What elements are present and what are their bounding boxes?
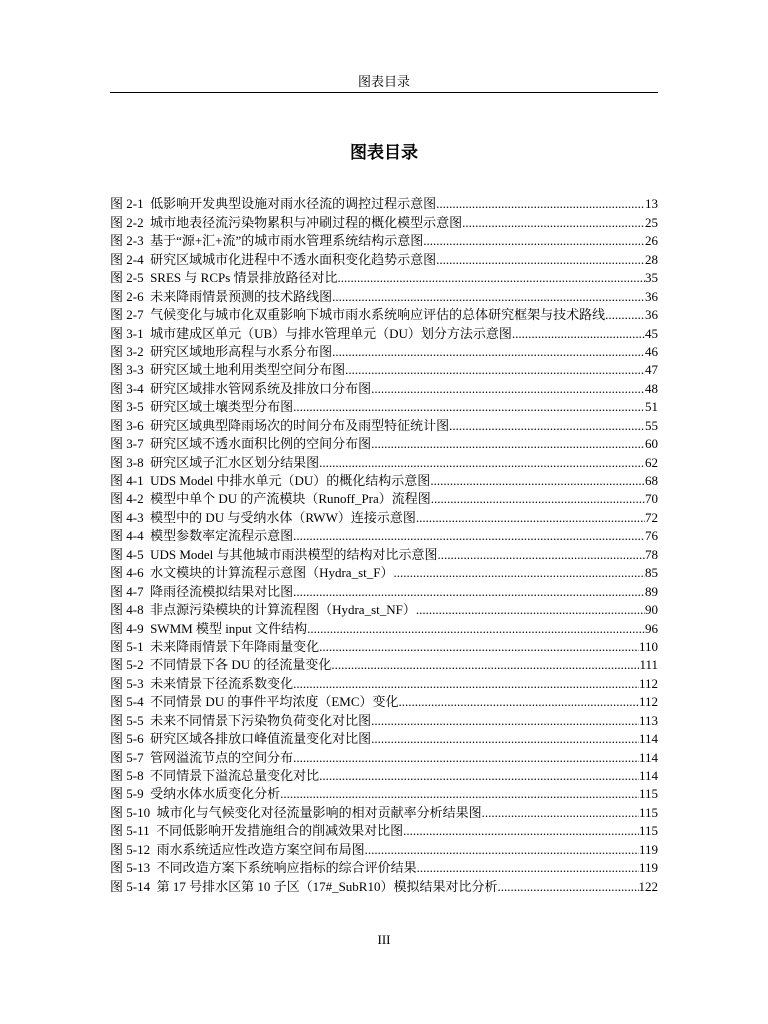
- toc-entry-label: 图 3-3 研究区域土地利用类型空间分布图: [110, 362, 346, 378]
- toc-entry[interactable]: [110, 212, 658, 230]
- toc-entry[interactable]: [110, 231, 658, 249]
- toc-entry[interactable]: [110, 563, 658, 581]
- toc-entry-page: 45: [645, 325, 658, 341]
- toc-dot-leader: [438, 547, 645, 563]
- toc-entry-label: 图 2-7 气候变化与城市化双重影响下城市雨水系统响应评估的总体研究框架与技术路线: [110, 307, 606, 323]
- toc-entry-page: 76: [645, 528, 658, 544]
- toc-entry-label: 图 5-2 不同情景下各 DU 的径流量变化: [110, 657, 332, 673]
- toc-entry-label: 图 4-8 非点源污染模块的计算流程图（Hydra_st_NF）: [110, 602, 416, 618]
- toc-entry[interactable]: [110, 710, 658, 728]
- toc-entry[interactable]: [110, 378, 658, 396]
- toc-entry-page: 46: [645, 343, 658, 359]
- toc-entry-page: 60: [645, 436, 658, 452]
- toc-entry[interactable]: [110, 305, 658, 323]
- toc-entry[interactable]: [110, 876, 658, 894]
- toc-entry[interactable]: [110, 747, 658, 765]
- toc-entry-label: 图 5-14 第 17 号排水区第 10 子区（17#_SubR10）模拟结果对比分析: [110, 878, 498, 894]
- toc-entry-label: 图 3-1 城市建成区单元（UB）与排水管理单元（DU）划分方法示意图: [110, 325, 512, 341]
- toc-dot-leader: [319, 639, 639, 655]
- toc-entry-page: 119: [638, 841, 658, 857]
- toc-entry-page: 114: [638, 768, 658, 783]
- toc-dot-leader: [431, 491, 645, 507]
- toc-dot-leader: [332, 289, 645, 305]
- toc-entry-label: 图 5-4 不同情景 DU 的事件平均浓度（EMC）变化: [110, 694, 399, 710]
- toc-entry[interactable]: [110, 858, 658, 876]
- toc-entry-label: 图 2-6 未来降雨情景预测的技术路线图: [110, 288, 333, 304]
- toc-entry[interactable]: [110, 839, 658, 857]
- toc-dot-leader: [482, 805, 639, 821]
- toc-dot-leader: [371, 381, 645, 397]
- toc-entry-page: 68: [645, 473, 658, 488]
- toc-entry[interactable]: [110, 397, 658, 415]
- toc-dot-leader: [417, 860, 639, 876]
- toc-entry[interactable]: [110, 600, 658, 618]
- toc-entry-label: 图 3-5 研究区域土壤类型分布图: [110, 399, 294, 415]
- toc-dot-leader: [605, 307, 645, 323]
- toc-entry[interactable]: [110, 194, 658, 212]
- toc-entry[interactable]: [110, 673, 658, 691]
- toc-entry[interactable]: [110, 415, 658, 433]
- toc-entry-label: 图 3-7 研究区域不透水面积比例的空间分布图: [110, 436, 372, 452]
- toc-dot-leader: [436, 196, 645, 212]
- toc-entry[interactable]: [110, 655, 658, 673]
- toc-entry-label: 图 2-3 基于“源+汇+流”的城市雨水管理系统结构示意图: [110, 233, 424, 249]
- toc-entry-page: 115: [638, 786, 658, 802]
- toc-entry[interactable]: [110, 249, 658, 267]
- toc-entry[interactable]: [110, 618, 658, 636]
- toc-entry[interactable]: [110, 766, 658, 784]
- toc-dot-leader: [371, 731, 639, 747]
- toc-dot-leader: [371, 436, 645, 452]
- toc-entry-page: 113: [638, 712, 658, 728]
- toc-entry-page: 36: [645, 288, 658, 304]
- toc-entry-page: 55: [645, 417, 658, 433]
- toc-entry[interactable]: [110, 581, 658, 599]
- toc-entry-page: 72: [645, 509, 658, 525]
- toc-entry-label: 图 5-11 不同低影响开发措施组合的削减效果对比图: [110, 823, 404, 839]
- toc-entry-label: 图 4-5 UDS Model 与其他城市雨洪模型的结构对比示意图: [110, 546, 438, 562]
- toc-entry[interactable]: [110, 360, 658, 378]
- toc-entry-page: 26: [645, 233, 658, 249]
- running-header: 图表目录: [357, 74, 410, 89]
- toc-dot-leader: [293, 584, 645, 600]
- toc-entry-label: 图 5-5 未来不同情景下污染物负荷变化对比图: [110, 712, 372, 728]
- toc-dot-leader: [280, 786, 639, 802]
- toc-entry-page: 62: [645, 454, 658, 470]
- toc-entry-label: 图 4-3 模型中的 DU 与受纳水体（RWW）连接示意图: [110, 509, 416, 525]
- toc-entry-page: 110: [638, 638, 658, 654]
- toc-entry-label: 图 5-1 未来降雨情景下年降雨量变化: [110, 638, 320, 654]
- toc-entry-page: 114: [638, 749, 658, 765]
- toc-dot-leader: [416, 510, 645, 526]
- toc-dot-leader: [345, 362, 645, 378]
- header-rule: [110, 92, 658, 93]
- toc-dot-leader: [497, 879, 638, 895]
- toc-entry-page: 115: [638, 804, 658, 820]
- toc-dot-leader: [416, 602, 645, 618]
- toc-dot-leader: [423, 233, 645, 249]
- toc-dot-leader: [293, 399, 645, 415]
- toc-dot-leader: [293, 528, 645, 544]
- toc-entry[interactable]: [110, 323, 658, 341]
- toc-entry-page: 35: [645, 270, 658, 286]
- toc-entry-page: 111: [639, 657, 658, 673]
- toc-dot-leader: [319, 455, 645, 471]
- toc-entry-label: 图 4-1 UDS Model 中排水单元（DU）的概化结构示意图: [110, 473, 431, 488]
- toc-entry[interactable]: [110, 489, 658, 507]
- toc-dot-leader: [449, 418, 645, 434]
- toc-entry-label: 图 3-6 研究区域典型降雨场次的时间分布及雨型特征统计图: [110, 417, 450, 433]
- toc-entry-label: 图 4-6 水文模块的计算流程示意图（Hydra_st_F）: [110, 565, 394, 581]
- toc-entry-page: 25: [645, 214, 658, 230]
- toc-entry[interactable]: [110, 471, 658, 489]
- toc-entry-label: 图 5-12 雨水系统适应性改造方案空间布局图: [110, 841, 365, 857]
- toc-entry-page: 78: [645, 546, 658, 562]
- toc-entry-page: 70: [645, 491, 658, 507]
- toc-dot-leader: [331, 657, 639, 673]
- toc-dot-leader: [512, 326, 645, 342]
- toc-entry-label: 图 5-7 管网溢流节点的空间分布: [110, 749, 294, 765]
- toc-entry-label: 图 4-7 降雨径流模拟结果对比图: [110, 583, 294, 599]
- toc-entry-label: 图 2-1 低影响开发典型设施对雨水径流的调控过程示意图: [110, 196, 437, 212]
- toc-entry-label: 图 3-4 研究区域排水管网系统及排放口分布图: [110, 380, 372, 396]
- toc-entry-page: 112: [638, 675, 658, 691]
- toc-entry-label: 图 5-3 未来情景下径流系数变化: [110, 675, 294, 691]
- toc-entry[interactable]: [110, 507, 658, 525]
- toc-entry-label: 图 4-4 模型参数率定流程示意图: [110, 528, 294, 544]
- toc-entry-label: 图 3-8 研究区域子汇水区划分结果图: [110, 454, 320, 470]
- toc-entry-label: 图 5-13 不同改造方案下系统响应指标的综合评价结果: [110, 860, 417, 876]
- toc-dot-leader: [462, 215, 645, 231]
- toc-entry[interactable]: [110, 342, 658, 360]
- toc-entry[interactable]: [110, 268, 658, 286]
- toc-entry[interactable]: [110, 821, 658, 839]
- toc-entry-page: 51: [645, 399, 658, 415]
- toc-entry-page: 48: [645, 380, 658, 396]
- toc-entry[interactable]: [110, 784, 658, 802]
- toc-entry-page: 115: [638, 823, 658, 839]
- toc-dot-leader: [293, 750, 639, 766]
- toc-dot-leader: [332, 344, 645, 360]
- toc-entry[interactable]: [110, 434, 658, 452]
- toc-entry[interactable]: [110, 692, 658, 710]
- toc-entry-page: 122: [638, 878, 658, 894]
- toc-entry-label: 图 2-2 城市地表径流污染物累积与冲刷过程的概化模型示意图: [110, 214, 463, 230]
- toc-entry-label: 图 4-9 SWMM 模型 input 文件结构: [110, 620, 308, 636]
- toc-entry-page: 96: [645, 620, 658, 636]
- toc-dot-leader: [319, 768, 639, 784]
- toc-dot-leader: [399, 694, 639, 710]
- toc-entry[interactable]: [110, 544, 658, 562]
- toc-entry[interactable]: [110, 526, 658, 544]
- toc-entry-label: 图 5-9 受纳水体水质变化分析: [110, 786, 281, 802]
- toc-entry-label: 图 3-2 研究区域地形高程与水系分布图: [110, 343, 333, 359]
- toc-entry-page: 28: [645, 251, 658, 267]
- toc-dot-leader: [338, 270, 645, 286]
- toc-dot-leader: [307, 621, 645, 637]
- toc-entry-page: 89: [645, 583, 658, 599]
- page-title: 图表目录: [350, 143, 418, 162]
- toc-entry-page: 13: [645, 196, 658, 212]
- toc-entry-page: 36: [645, 307, 658, 323]
- toc-dot-leader: [371, 713, 639, 729]
- toc-entry-page: 114: [638, 731, 658, 747]
- toc-dot-leader: [430, 473, 645, 489]
- toc-entry[interactable]: [110, 637, 658, 655]
- toc-list: [110, 194, 658, 895]
- toc-entry-page: 90: [645, 602, 658, 618]
- toc-entry-page: 112: [638, 694, 658, 710]
- toc-entry-page: 47: [645, 362, 658, 378]
- page-number: III: [377, 932, 391, 947]
- toc-dot-leader: [436, 252, 645, 268]
- toc-dot-leader: [293, 676, 639, 692]
- toc-entry-label: 图 2-4 研究区域城市化进程中不透水面积变化趋势示意图: [110, 251, 437, 267]
- toc-entry-page: 85: [645, 565, 658, 581]
- toc-entry[interactable]: [110, 452, 658, 470]
- toc-entry-label: 图 5-8 不同情景下溢流总量变化对比: [110, 768, 320, 783]
- toc-entry-label: 图 2-5 SRES 与 RCPs 情景排放路径对比: [110, 270, 338, 286]
- toc-dot-leader: [393, 565, 645, 581]
- toc-entry-label: 图 5-6 研究区域各排放口峰值流量变化对比图: [110, 731, 372, 747]
- toc-entry-page: 119: [638, 860, 658, 876]
- toc-dot-leader: [403, 823, 639, 839]
- toc-dot-leader: [365, 842, 639, 858]
- toc-entry[interactable]: [110, 286, 658, 304]
- toc-entry-label: 图 5-10 城市化与气候变化对径流量影响的相对贡献率分析结果图: [110, 804, 482, 820]
- toc-entry[interactable]: [110, 802, 658, 820]
- toc-entry[interactable]: [110, 729, 658, 747]
- toc-entry-label: 图 4-2 模型中单个 DU 的产流模块（Runoff_Pra）流程图: [110, 491, 431, 507]
